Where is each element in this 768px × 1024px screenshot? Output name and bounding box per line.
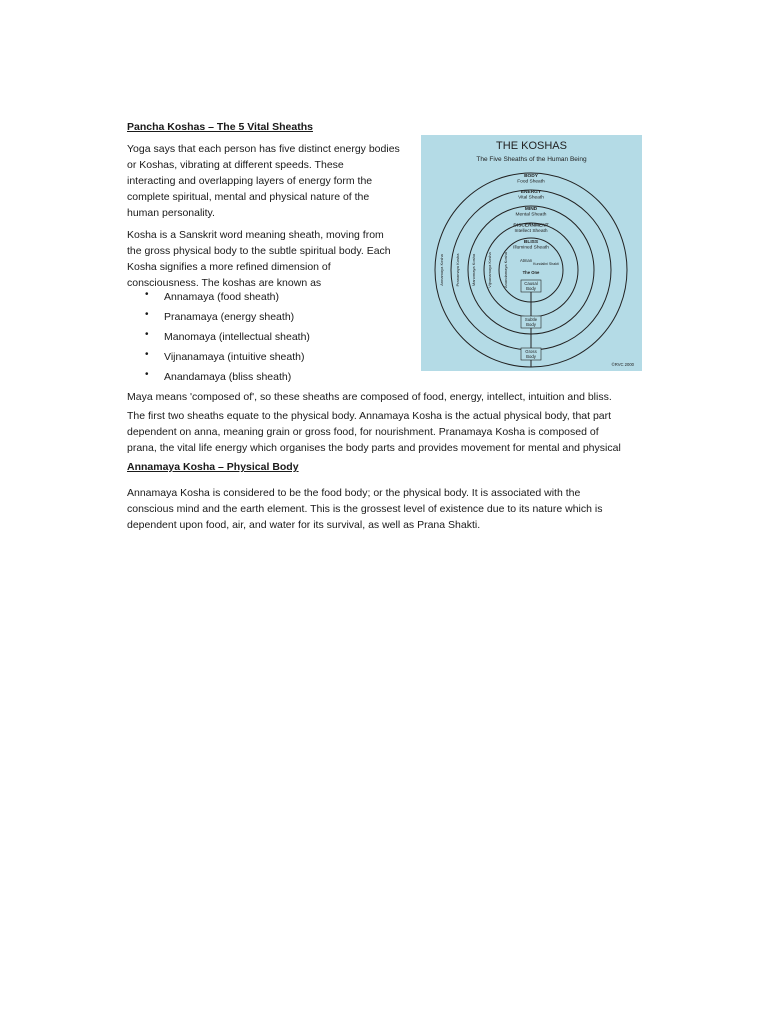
body-label: Body bbox=[526, 322, 536, 327]
center-atman: Atman bbox=[519, 258, 533, 263]
ring-sublabel: Mental Sheath bbox=[515, 212, 547, 218]
body-label: Gross bbox=[525, 349, 537, 354]
list-item: • Pranamaya (energy sheath) bbox=[145, 309, 295, 323]
side-label: Pranamaya Kosha bbox=[455, 253, 460, 287]
intro-line: Yoga says that each person has five distinct energy bodies bbox=[127, 143, 400, 155]
definition-line: the gross physical body to the subtle spiritual body. Each bbox=[127, 245, 391, 257]
list-item: • Vijnanamaya (intuitive sheath) bbox=[145, 349, 305, 363]
maya-paragraph: Maya means 'composed of', so these sheaths are composed of food, energy, intellect, intuition and bliss. bbox=[127, 391, 612, 403]
list-item: • Manomaya (intellectual sheath) bbox=[145, 329, 310, 343]
intro-line: or Koshas, vibrating at different speeds. These bbox=[127, 159, 344, 171]
ring-sublabel: Illumined Sheath bbox=[513, 245, 549, 251]
sheaths-line: dependent on anna, meaning grain or gross food, for nourishment. Pranamaya Kosha is composed of bbox=[127, 426, 599, 438]
figure-title: THE KOSHAS bbox=[496, 140, 567, 152]
center-shakti: Kundalini Shakti bbox=[533, 262, 559, 266]
side-label: Vijnanamaya Kosha bbox=[487, 252, 492, 288]
definition-line: Kosha signifies a more refined dimension of bbox=[127, 261, 331, 273]
ring-label: BLISS bbox=[523, 240, 539, 245]
ring-label: BODY bbox=[524, 174, 538, 179]
definition-line: consciousness. The koshas are known as bbox=[127, 277, 322, 289]
bullet-icon: • bbox=[145, 349, 149, 360]
body-label: Body bbox=[526, 286, 536, 291]
page-title: Pancha Koshas – The 5 Vital Sheaths bbox=[127, 121, 313, 133]
center-the-one: The One bbox=[522, 270, 540, 275]
annamaya-line: conscious mind and the earth element. This is the grossest level of existence due to its nature which is bbox=[127, 503, 603, 515]
definition-line: Kosha is a Sanskrit word meaning sheath, moving from bbox=[127, 229, 384, 241]
ring-label: ENERGY bbox=[520, 190, 542, 195]
bullet-icon: • bbox=[145, 329, 149, 340]
ring-label: DISCERNMENT bbox=[513, 223, 549, 229]
ring-label: MIND bbox=[524, 207, 538, 212]
annamaya-line: Annamaya Kosha is considered to be the food body; or the physical body. It is associated with the bbox=[127, 487, 581, 499]
list-item: • Annamaya (food sheath) bbox=[145, 289, 279, 303]
intro-line: interacting and overlapping layers of energy form the bbox=[127, 175, 373, 187]
ring-sublabel: Intellect Sheath bbox=[514, 229, 548, 234]
intro-line: human personality. bbox=[127, 207, 215, 219]
intro-line: complete spiritual, mental and physical nature of the bbox=[127, 191, 370, 203]
body-label: Body bbox=[526, 354, 536, 359]
kosha-list bbox=[145, 289, 310, 389]
koshas-diagram bbox=[421, 135, 642, 371]
body-label: Causal bbox=[524, 281, 538, 286]
side-label: Anandamaya Kosha bbox=[503, 251, 508, 289]
sheaths-paragraph bbox=[127, 408, 667, 454]
bullet-icon: • bbox=[145, 309, 149, 320]
side-label: Manomaya Kosha bbox=[471, 253, 476, 287]
side-label: Annamaya Kosha bbox=[439, 254, 444, 286]
bullet-icon: • bbox=[145, 369, 149, 380]
list-item: • Anandamaya (bliss sheath) bbox=[145, 369, 292, 383]
intro-paragraph bbox=[127, 141, 417, 221]
body-label: Subtle bbox=[524, 317, 538, 322]
sheaths-line: prana, the vital life energy which organises the body parts and provides movement for mental and physical bbox=[127, 442, 621, 454]
figure-copyright: ©RVC 2000 bbox=[611, 362, 634, 367]
figure-subtitle: The Five Sheaths of the Human Being bbox=[476, 156, 587, 163]
annamaya-paragraph bbox=[127, 485, 647, 533]
ring-sublabel: Food Sheath bbox=[517, 179, 545, 185]
bullet-icon: • bbox=[145, 289, 149, 300]
ring-sublabel: Vital Sheath bbox=[518, 195, 544, 201]
section-heading: Annamaya Kosha – Physical Body bbox=[127, 461, 299, 473]
annamaya-line: dependent upon food, air, and water for its survival, as well as Prana Shakti. bbox=[127, 519, 481, 531]
kosha-definition-paragraph bbox=[127, 227, 417, 291]
sheaths-line: The first two sheaths equate to the physical body. Annamaya Kosha is the actual physical body, that part bbox=[127, 410, 612, 422]
